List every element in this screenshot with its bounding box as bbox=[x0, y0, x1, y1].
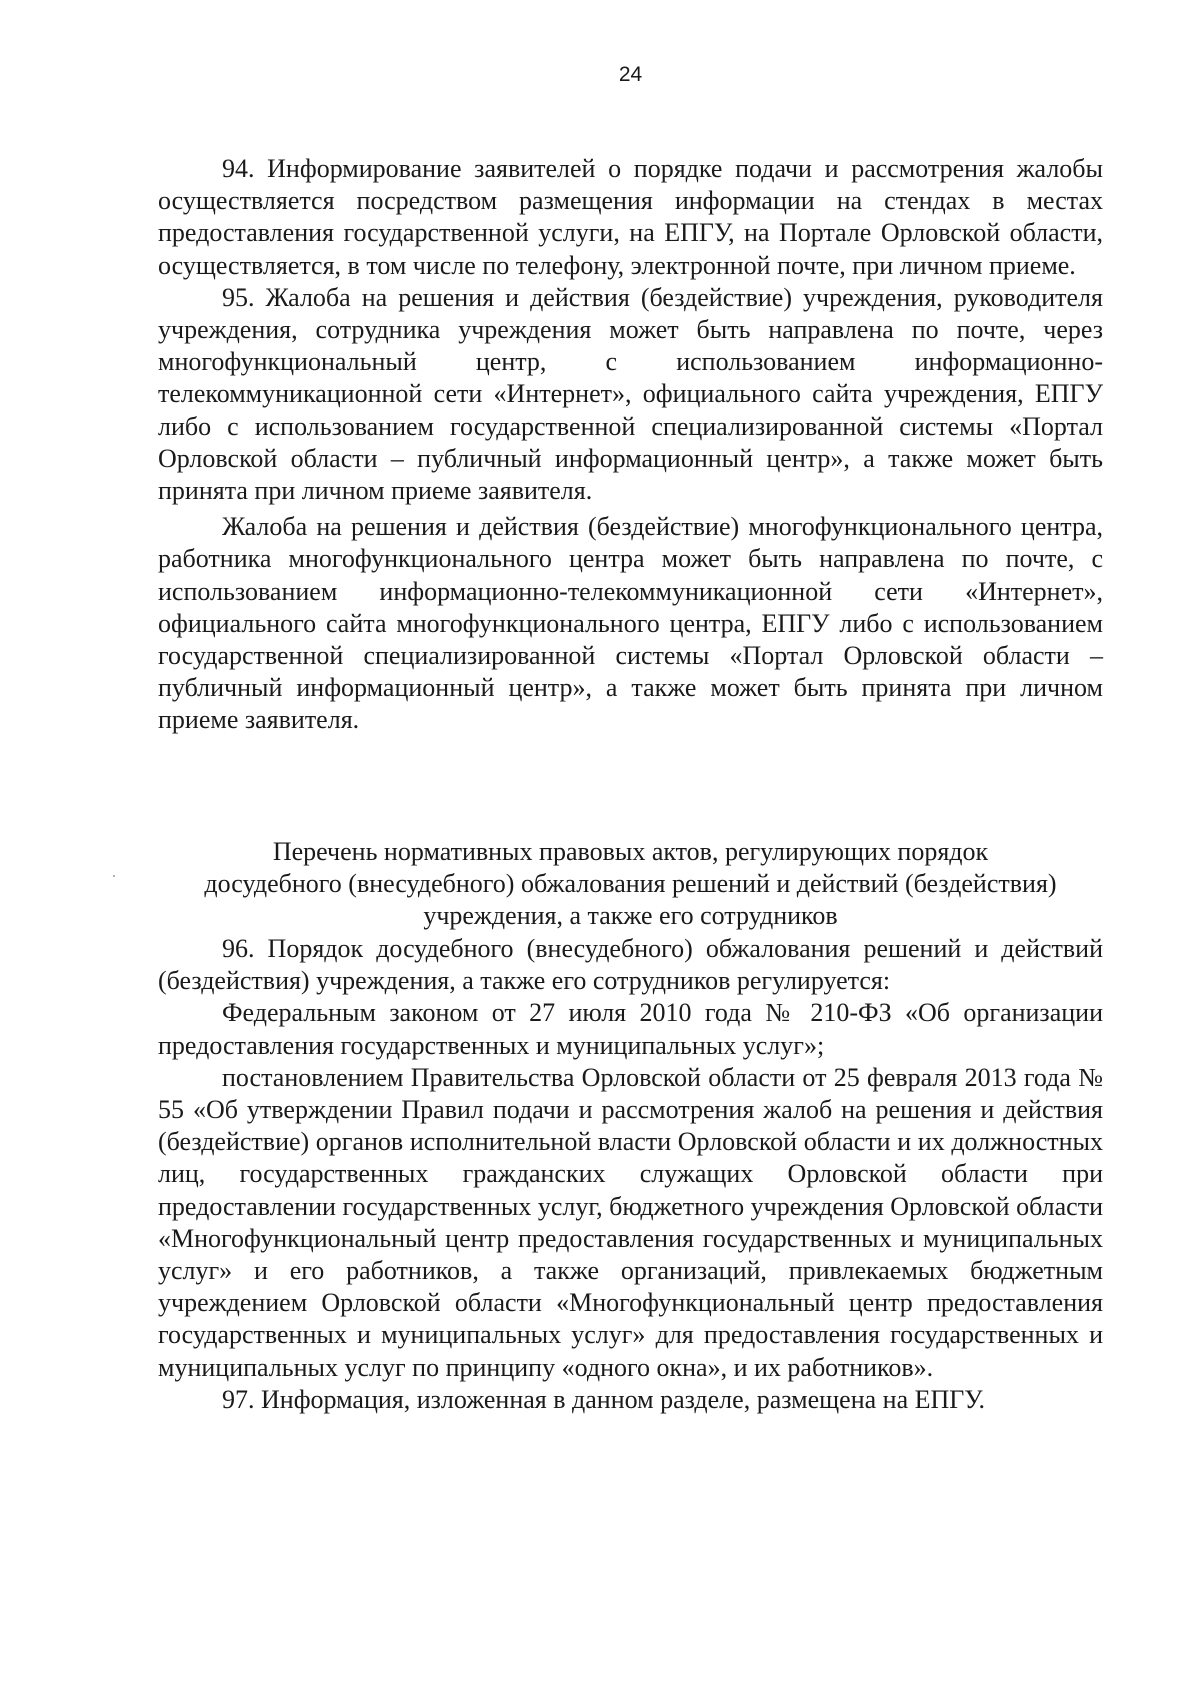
paragraph-97: 97. Информация, изложенная в данном разделе, размещена на ЕПГУ. bbox=[222, 1384, 985, 1414]
section-heading bbox=[158, 836, 1103, 933]
paragraph-government-resolution: постановлением Правительства Орловской области от 25 февраля 2013 года № 55 «Об утверждении Правил подачи и рассмотрения жалоб на решения и действия (бездействие) органов исполнительной власти Орловской области и их должностных лиц, государственных гражданских служащих Орловской области при предоставлении государственных услуг, бюджетного учреждения Орловской области «Многофункциональный центр предоставления государственных и муниципальных услуг» и его работников, а также организаций, привлекаемых бюджетным учреждением Орловской области «Многофункциональный центр предоставления государственных и муниципальных услуг» для предоставления государственных и муниципальных услуг по принципу «одного окна», и их работников». bbox=[158, 1062, 1103, 1382]
paragraph-mfc-complaint: Жалоба на решения и действия (бездействие) многофункционального центра, работника многофункционального центра может быть направлена по почте, с использованием информационно-телекоммуникационной сети «Интернет», официального сайта многофункционального центра, ЕПГУ либо с использованием государственной специализированной системы «Портал Орловской области – публичный информационный центр», а также может быть принята при личном приеме заявителя. bbox=[158, 512, 1103, 735]
bottom-paragraphs bbox=[158, 933, 1103, 1416]
paragraph-federal-law: Федеральным законом от 27 июля 2010 года № 210-ФЗ «Об организации предоставления государственных и муниципальных услуг»; bbox=[158, 998, 1103, 1060]
page-number: 24 bbox=[618, 63, 643, 86]
section-heading-line-2: досудебного (внесудебного) обжалования решений и действий (бездействия) bbox=[204, 869, 1057, 899]
scan-speck bbox=[113, 875, 115, 877]
section-heading-line-1: Перечень нормативных правовых актов, регулирующих порядок bbox=[272, 837, 989, 866]
paragraph-94: 94. Информирование заявителей о порядке подачи и рассмотрения жалобы осуществляется посредством размещения информации на стендах в местах предоставления государственной услуги, на ЕПГУ, на Портале Орловской области, осуществляется, в том числе по телефону, электронной почте, при личном приеме. bbox=[158, 154, 1103, 280]
top-paragraphs bbox=[158, 153, 1103, 737]
paragraph-96: 96. Порядок досудебного (внесудебного) обжалования решений и действий (бездействия) учреждения, а также его сотрудников регулируется: bbox=[158, 934, 1103, 996]
document-page bbox=[158, 0, 1103, 1697]
paragraph-95: 95. Жалоба на решения и действия (бездействие) учреждения, руководителя учреждения, сотрудника учреждения может быть направлена по почте, через многофункциональный центр, с использованием информационно-телекоммуникационной сети «Интернет», официального сайта учреждения, ЕПГУ либо с использованием государственной специализированной системы «Портал Орловской области – публичный информационный центр», а также может быть принята при личном приеме заявителя. bbox=[158, 282, 1103, 506]
section-heading-line-3: учреждения, а также его сотрудников bbox=[423, 901, 838, 931]
